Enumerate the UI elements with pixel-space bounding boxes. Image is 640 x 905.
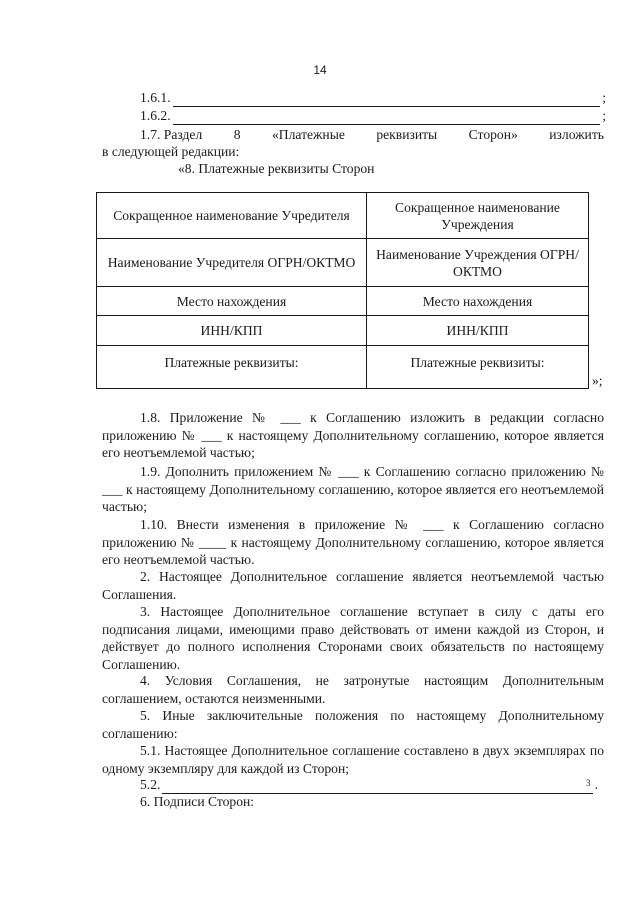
paragraph-1-10: 1.10. Внести изменения в приложение № ___ к Соглашению согласно приложению № ____ к настоящему Дополнительному соглашению, которое является его неотъемлемой частью.	[102, 517, 604, 568]
table-row	[97, 346, 589, 389]
table-row	[97, 193, 589, 239]
paragraph-1-9: 1.9. Дополнить приложением № ___ к Соглашению согласно приложению № ___ к настоящему Дополнительному соглашению, которое является его неотъемлемой частью;	[102, 464, 604, 515]
table-cell: Место нахождения	[367, 287, 589, 316]
paragraph-3: 3. Настоящее Дополнительное соглашение вступает в силу с даты его подписания лицами, имеющими право действовать от имени каждой из Сторон, и действует до полного исполнения Сторонами своих обязательств по настоящему Соглашению.	[102, 604, 604, 672]
footnote-marker: 3	[586, 778, 591, 788]
word: Сторон»	[468, 127, 518, 142]
paragraph-4: 4. Условия Соглашения, не затронутые настоящим Дополнительным соглашением, остаются неизменными.	[102, 673, 604, 706]
table-cell: ИНН/КПП	[367, 316, 589, 346]
table-cell: Наименование Учреждения ОГРН/ОКТМО	[367, 239, 589, 287]
blank-line	[162, 780, 592, 794]
word: 8	[233, 127, 241, 142]
table-closing-quote: »;	[592, 373, 603, 388]
table-row	[97, 287, 589, 316]
semicolon: ;	[602, 90, 606, 105]
table-cell: Сокращенное наименование Учредителя	[97, 193, 367, 239]
section-title: «8. Платежные реквизиты Сторон	[178, 161, 375, 176]
word: реквизиты	[376, 127, 438, 142]
table-cell: Платежные реквизиты:	[97, 346, 367, 389]
word: «Платежные	[271, 127, 345, 142]
item-number: 1.6.1.	[140, 90, 171, 105]
table-cell: Наименование Учредителя ОГРН/ОКТМО	[97, 239, 367, 287]
word: изложить	[549, 127, 604, 142]
item-1-7	[140, 126, 604, 144]
table-cell: Платежные реквизиты:	[367, 346, 589, 389]
paragraph-5-1: 5.1. Настоящее Дополнительное соглашение составлено в двух экземплярах по одному экземпляру для каждой из Сторон;	[102, 743, 604, 776]
period: .	[594, 777, 598, 792]
item-number: 5.2.	[140, 777, 161, 792]
table-row	[97, 239, 589, 287]
table-row	[97, 316, 589, 346]
paragraph-1-8: 1.8. Приложение № ___ к Соглашению изложить в редакции согласно приложению № ___ к настоящему Дополнительному соглашению, которое является его неотъемлемой частью;	[102, 410, 604, 461]
item-1-7-continuation: в следующей редакции:	[102, 144, 240, 159]
semicolon: ;	[602, 108, 606, 123]
item-number: 1.6.2.	[140, 108, 171, 123]
table-cell: Место нахождения	[97, 287, 367, 316]
paragraph-2: 2. Настоящее Дополнительное соглашение является неотъемлемой частью Соглашения.	[102, 569, 604, 602]
requisites-table	[96, 192, 589, 389]
word: 1.7. Раздел	[140, 127, 203, 142]
item-5-2	[140, 776, 598, 794]
blank-line	[173, 93, 601, 107]
blank-line	[173, 111, 601, 125]
paragraph-6: 6. Подписи Сторон:	[140, 794, 255, 809]
table-cell: ИНН/КПП	[97, 316, 367, 346]
item-1-6-2	[140, 107, 606, 125]
item-1-6-1	[140, 89, 606, 107]
table-cell: Сокращенное наименование Учреждения	[367, 193, 589, 239]
page-number: 14	[313, 63, 327, 77]
paragraph-5: 5. Иные заключительные положения по настоящему Дополнительному соглашению:	[102, 708, 604, 741]
